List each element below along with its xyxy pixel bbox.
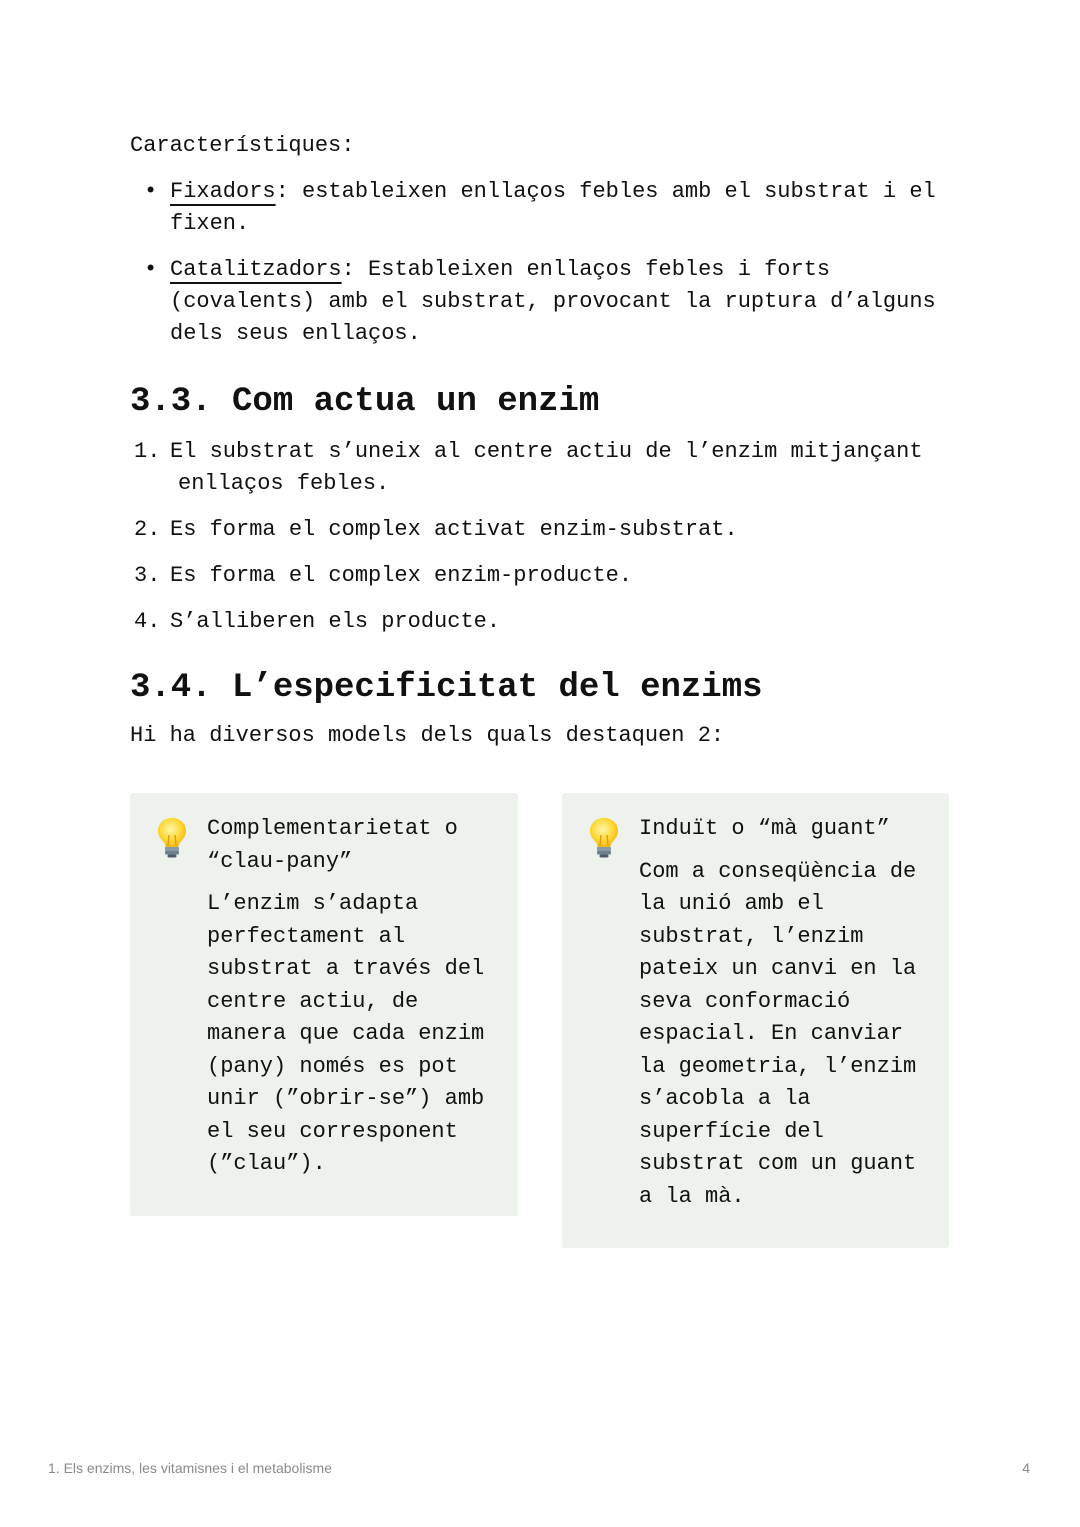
- term-fixadors: Fixadors: [170, 179, 276, 204]
- step-text: Es forma el complex activat enzim-substrat.: [170, 517, 738, 542]
- term-catalitzadors: Catalitzadors: [170, 257, 342, 282]
- callout-body: L’enzim s’adapta perfectament al substrat a través del centre actiu, de manera que cada enzim (pany) només es pot unir (”obrir-se”) amb el seu corresponent (”clau”).: [207, 891, 485, 1176]
- callout-induced-fit: [562, 793, 949, 1248]
- models-intro: Hi ha diversos models dels quals destaquen 2:: [130, 723, 725, 748]
- bullet-dot: •: [144, 179, 158, 204]
- section-heading-3-3: 3.3. Com actua un enzim: [130, 383, 600, 421]
- list-item-text: : Estableixen enllaços febles i forts (covalents) amb el substrat, provocant la ruptura d’alguns dels seus enllaços.: [170, 257, 936, 346]
- list-item: [130, 436, 950, 500]
- lightbulb-icon: [584, 815, 624, 859]
- step-number: 3.: [134, 563, 161, 588]
- list-item: [130, 254, 950, 350]
- list-item: [130, 560, 950, 592]
- characteristics-intro: Característiques:: [130, 133, 355, 158]
- footer-chapter-title: 1. Els enzims, les vitamisnes i el metabolisme: [48, 1460, 332, 1476]
- list-item-text: : estableixen enllaços febles amb el substrat i el fixen.: [170, 179, 936, 236]
- step-number: 1.: [134, 439, 161, 464]
- bullet-dot: •: [144, 257, 158, 282]
- step-text-continuation: enllaços febles.: [178, 471, 390, 496]
- step-number: 4.: [134, 609, 161, 634]
- step-number: 2.: [134, 517, 161, 542]
- characteristics-list: [130, 176, 950, 364]
- step-text: S’alliberen els producte.: [170, 609, 501, 634]
- step-text: El substrat s’uneix al centre actiu de l’enzim mitjançant: [170, 439, 923, 464]
- steps-list: [130, 436, 950, 652]
- callout-title: Induït o “mà guant”: [639, 816, 890, 841]
- callout-text: [639, 813, 939, 1213]
- callout-text: [207, 813, 507, 1181]
- lightbulb-icon: [152, 815, 192, 859]
- list-item: [130, 514, 950, 546]
- callout-body: Com a conseqüència de la unió amb el substrat, l’enzim pateix un canvi en la seva conformació espacial. En canviar la geometria, l’enzim s’acobla a la superfície del substrat com un guant a la mà.: [639, 858, 917, 1209]
- callout-title: Complementarietat o “clau-pany”: [207, 816, 458, 874]
- list-item: [130, 606, 950, 638]
- callout-lock-and-key: [130, 793, 518, 1216]
- list-item: [130, 176, 950, 240]
- footer-page-number: 4: [1022, 1460, 1030, 1476]
- section-heading-3-4: 3.4. L’especificitat del enzims: [130, 669, 763, 707]
- step-text: Es forma el complex enzim-producte.: [170, 563, 633, 588]
